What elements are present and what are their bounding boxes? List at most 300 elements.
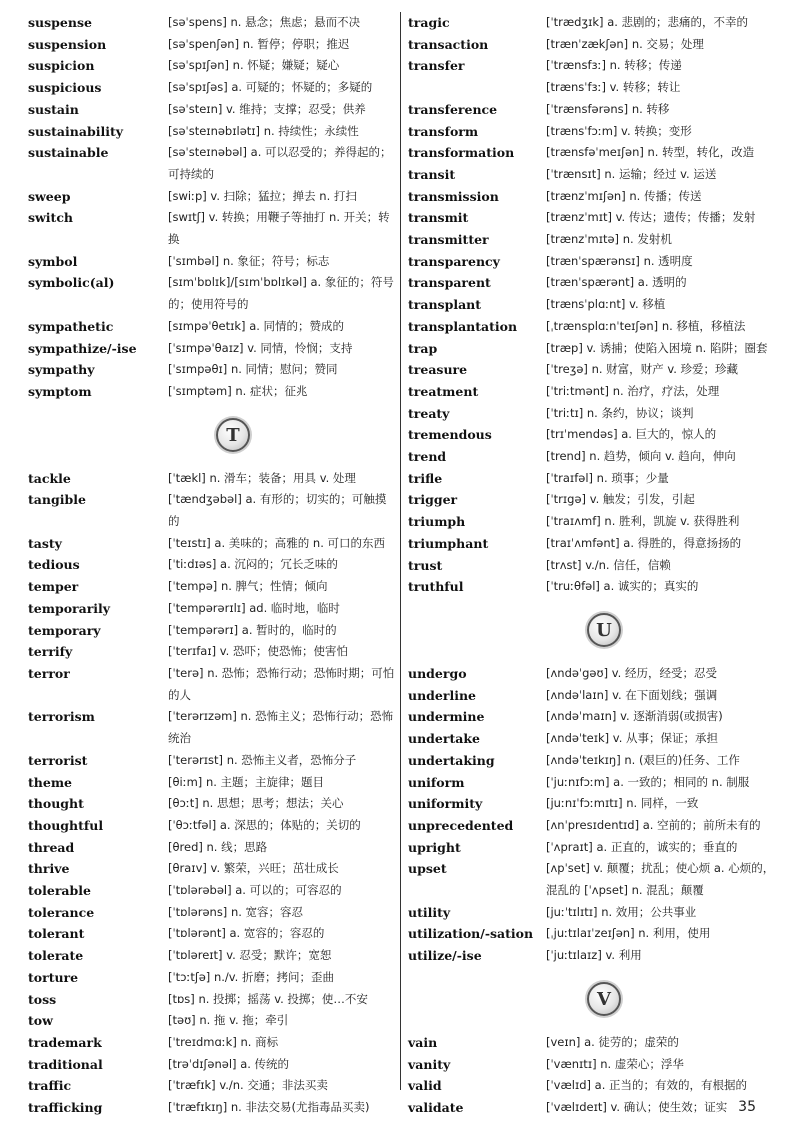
headword: transfer (408, 58, 465, 74)
pronunciation: [trænzˈmɪt] (546, 210, 612, 225)
dictionary-entry (408, 555, 778, 577)
pronunciation: [θraɪv] (168, 861, 207, 876)
headword: trademark (28, 1034, 102, 1050)
headword: transmitter (408, 232, 489, 248)
pronunciation: [ˈsɪmpəˈθaɪz] (168, 340, 244, 355)
entry-definition (546, 55, 778, 77)
pronunciation: [θred] (168, 839, 203, 854)
headword: temper (28, 579, 79, 595)
meaning: n. 主题；主旋律；题目 (205, 774, 325, 789)
pronunciation: [ˈsɪmptəm] (168, 383, 232, 398)
meaning: n. 条约，协议；谈判 (586, 405, 694, 420)
meaning: n. 转型，转化，改造 (647, 145, 755, 160)
meaning: a. 可以忍受的；养得起的；可持续的 (168, 145, 392, 181)
meaning: n. 治疗，疗法，处理 (612, 383, 720, 398)
dictionary-entry (408, 1097, 778, 1119)
headword: treaty (408, 405, 450, 421)
headword: terrorist (28, 752, 88, 768)
headword: symptom (28, 383, 92, 399)
pronunciation: [ˈtempə] (168, 579, 218, 594)
entry-definition (168, 772, 396, 794)
meaning: v./n. 交通；非法买卖 (219, 1078, 328, 1093)
pronunciation: [veɪn] (546, 1034, 581, 1049)
dictionary-entry (408, 34, 778, 56)
entry-definition (168, 750, 396, 772)
dictionary-entry (28, 359, 396, 381)
dictionary-entry (408, 489, 778, 511)
pronunciation: [səˈsteɪnəbɪlətɪ] (168, 123, 261, 138)
meaning: a. 徒劳的；虚荣的 (584, 1034, 679, 1049)
pronunciation: [ˈvænɪtɪ] (546, 1056, 597, 1071)
entry-definition (546, 663, 778, 685)
dictionary-entry (408, 815, 778, 837)
headword: transparency (408, 253, 500, 269)
dictionary-entry (28, 489, 396, 532)
meaning: a. 暂时的，临时的 (241, 622, 337, 637)
dictionary-entry (28, 533, 396, 555)
meaning: v. 忍受；默许；宽恕 (226, 948, 332, 963)
dictionary-entry (28, 772, 396, 794)
dictionary-entry (28, 381, 396, 403)
meaning: n. 同样，一致 (626, 796, 699, 811)
letter-t-badge: T (216, 418, 250, 452)
pronunciation: [ˈtɒləreɪt] (168, 948, 223, 963)
entry-definition (546, 750, 778, 772)
headword: temporary (28, 622, 101, 638)
pronunciation: [træp] (546, 340, 583, 355)
entry-definition (168, 945, 396, 967)
dictionary-entry (408, 142, 778, 164)
pronunciation: [sɪmˈbɒlɪk]/[sɪmˈbɒlɪkəl] (168, 275, 307, 290)
pronunciation: [ˈtrænsfɜː] (546, 58, 606, 73)
pronunciation: [ˈtɒlərəbəl] (168, 883, 232, 898)
column-divider (400, 12, 401, 1090)
dictionary-entry (28, 641, 396, 663)
meaning: n. 恐怖；恐怖行动；恐怖时期；可怕的人 (168, 665, 395, 702)
pronunciation: [ˈvælɪdeɪt] (546, 1099, 607, 1114)
headword: terrify (28, 644, 73, 660)
meaning: v. 在下面划线；强调 (612, 687, 718, 702)
dictionary-entry (28, 945, 396, 967)
pronunciation: [sɪmpəˈθetɪk] (168, 318, 246, 333)
entry-definition (168, 1097, 396, 1119)
dictionary-entry (28, 923, 396, 945)
pronunciation: [trænsˈplɑːnt] (546, 297, 626, 312)
dictionary-entry (28, 663, 396, 706)
meaning: n. 滑车；装备；用具 v. 处理 (209, 470, 356, 485)
dictionary-entry (408, 251, 778, 273)
pronunciation: [ˈsɪmpəθɪ] (168, 362, 228, 377)
meaning: n. (艰巨的)任务、工作 (624, 752, 740, 767)
headword: thread (28, 839, 75, 855)
entry-definition (546, 555, 778, 577)
headword: trigger (408, 492, 458, 508)
meaning: ad. 临时地，临时 (249, 600, 340, 615)
meaning: n. 宽容；容忍 (230, 904, 304, 919)
headword: triumphant (408, 535, 489, 551)
dictionary-entry (408, 164, 778, 186)
entry-definition (168, 576, 396, 598)
meaning: v. 维持；支撑；忍受；供养 (226, 101, 366, 116)
pronunciation: [trænsfəˈmeɪʃən] (546, 145, 644, 160)
meaning: n. 怀疑；嫌疑；疑心 (232, 58, 340, 73)
entry-definition (168, 316, 396, 338)
entry-definition (168, 554, 396, 576)
meaning: v. 确认；使生效；证实 (610, 1099, 728, 1114)
meaning: n./v. 折磨；拷问；歪曲 (213, 969, 334, 984)
pronunciation: [ˈtraɪʌmf] (546, 514, 601, 529)
pronunciation: [ˈtrɪgə] (546, 492, 587, 507)
headword: suspicious (28, 80, 102, 96)
entry-definition (168, 381, 396, 403)
headword: trafficking (28, 1100, 103, 1116)
headword: tremendous (408, 427, 492, 443)
pronunciation: [ˈterə] (168, 665, 204, 680)
pronunciation: [trænzˈmɪtə] (546, 232, 620, 247)
headword: transplant (408, 297, 482, 313)
entry-definition (168, 1054, 396, 1076)
entry-definition (546, 12, 778, 34)
entry-definition (168, 598, 396, 620)
entry-definition (168, 186, 396, 208)
meaning: n. 琐事；少量 (596, 470, 669, 485)
meaning: n. 悬念；焦虑；悬而不决 (230, 15, 361, 29)
entry-definition (546, 121, 778, 143)
section-u-header (408, 598, 778, 663)
dictionary-entry (408, 576, 778, 598)
meaning: n. 利用，使用 (638, 926, 711, 941)
meaning: n. 转移；传递 (609, 58, 682, 73)
entry-definition (168, 251, 396, 273)
dictionary-entry (28, 34, 396, 56)
dictionary-entry (408, 403, 778, 425)
entry-definition (546, 772, 778, 794)
headword: terrorism (28, 709, 95, 725)
entry-definition (546, 923, 778, 945)
meaning: n. 交易；处理 (631, 36, 704, 51)
pronunciation: [ˈterɪfaɪ] (168, 644, 217, 659)
pronunciation: [ˈteɪstɪ] (168, 535, 211, 550)
headword: toss (28, 991, 57, 1007)
meaning: n. 传播；传送 (629, 188, 702, 203)
entry-definition (546, 728, 778, 750)
dictionary-entry (28, 55, 396, 77)
pronunciation: [trænˈspærənt] (546, 275, 635, 290)
headword: transform (408, 123, 479, 139)
entry-definition (168, 359, 396, 381)
dictionary-entry (28, 598, 396, 620)
pronunciation: [juːnɪˈfɔːmɪtɪ] (546, 796, 623, 811)
headword: transmission (408, 188, 499, 204)
entry-definition (546, 1054, 778, 1076)
dictionary-entry (408, 424, 778, 446)
pronunciation: [ʌpˈset] (546, 861, 590, 876)
dictionary-entry (28, 468, 396, 490)
entry-definition (168, 967, 396, 989)
headword: upset (408, 861, 447, 877)
dictionary-entry (28, 902, 396, 924)
meaning: v. 扫除；猛拉；掸去 n. 打扫 (210, 188, 357, 203)
pronunciation: [trend] (546, 449, 586, 464)
dictionary-entry (28, 272, 396, 315)
entry-definition (168, 923, 396, 945)
headword: tow (28, 1013, 53, 1029)
dictionary-entry (408, 55, 778, 77)
headword: sustainable (28, 145, 109, 161)
dictionary-entry (408, 902, 778, 924)
pronunciation: [θiːm] (168, 774, 203, 789)
pronunciation: [ˈtɒlərənt] (168, 926, 226, 941)
headword: tasty (28, 535, 62, 551)
meaning: v. 利用 (605, 948, 642, 963)
dictionary-entry (408, 685, 778, 707)
headword: transference (408, 101, 498, 117)
meaning: v. 恐吓；使恐怖；使害怕 (219, 644, 348, 659)
headword: tackle (28, 470, 71, 486)
headword: vain (408, 1034, 438, 1050)
entry-definition (168, 706, 396, 749)
pronunciation: [ˌjuːtɪlaɪˈzeɪʃən] (546, 926, 635, 941)
dictionary-entry (408, 772, 778, 794)
meaning: n. 非法交易(尤指毒品买卖) (230, 1100, 370, 1115)
entry-definition (168, 1075, 396, 1097)
meaning: n. 象征；符号；标志 (222, 253, 330, 268)
headword: upright (408, 839, 461, 855)
dictionary-entry (408, 359, 778, 381)
pronunciation: [ʌndəˈteɪk] (546, 731, 610, 746)
dictionary-entry (28, 1032, 396, 1054)
headword: uniform (408, 774, 465, 790)
meaning: n. 运输；经过 v. 运送 (604, 166, 717, 181)
headword: triumph (408, 514, 466, 530)
entry-definition (168, 1032, 396, 1054)
headword: truthful (408, 579, 464, 595)
entry-definition (546, 424, 778, 446)
dictionary-entry (408, 316, 778, 338)
pronunciation: [trɪˈmendəs] (546, 427, 618, 442)
entry-definition (168, 12, 396, 34)
pronunciation: [traɪˈʌmfənt] (546, 535, 620, 550)
entry-definition (168, 1010, 396, 1032)
meaning: n. 投掷；摇荡 v. 投掷；使…不安 (198, 991, 368, 1006)
dictionary-entry (28, 121, 396, 143)
pronunciation: [ˈtempərərɪlɪ] (168, 600, 246, 615)
dictionary-entry (408, 272, 778, 294)
headword: sympathetic (28, 318, 114, 334)
meaning: v. 经历，经受；忍受 (611, 665, 717, 680)
pronunciation: [ˈtriːtɪ] (546, 405, 584, 420)
meaning: v. 逐渐消弱(或损害) (620, 709, 723, 724)
entry-definition (546, 316, 778, 338)
pronunciation: [swiːp] (168, 188, 207, 203)
entry-definition (546, 381, 778, 403)
entry-definition (546, 294, 778, 316)
meaning: a. 同情的；赞成的 (249, 318, 345, 333)
entry-definition (546, 272, 778, 294)
entry-definition (168, 489, 396, 532)
dictionary-entry (408, 511, 778, 533)
meaning: a. 象征的；符号的；使用符号的 (168, 275, 394, 312)
headword: transaction (408, 36, 489, 52)
pronunciation: [ʌndəˈteɪkɪŋ] (546, 752, 621, 767)
meaning: n. 线；思路 (206, 839, 268, 854)
dictionary-entry (408, 706, 778, 728)
meaning: v. 触发；引发，引起 (589, 492, 695, 507)
pronunciation: [ˌtrænsplɑːnˈteɪʃən] (546, 318, 659, 333)
entry-definition (546, 142, 778, 164)
headword: trap (408, 340, 438, 356)
meaning: v. 转换；变形 (621, 123, 692, 138)
meaning: a. 巨大的，惊人的 (621, 427, 717, 442)
entry-definition (168, 207, 396, 250)
meaning: v. 移植 (629, 297, 666, 312)
entry-definition (546, 945, 778, 967)
dictionary-entry (408, 1054, 778, 1076)
pronunciation: [ˈterərɪzəm] (168, 709, 237, 724)
dictionary-entry (408, 1075, 778, 1097)
dictionary-entry (28, 251, 396, 273)
dictionary-entry (28, 620, 396, 642)
headword: validate (408, 1099, 464, 1115)
entry-definition (546, 186, 778, 208)
pronunciation: [trænzˈmɪʃən] (546, 188, 626, 203)
meaning: v. 转换；用鞭子等抽打 n. 开关；转换 (168, 210, 390, 247)
pronunciation: [ˈtændʒəbəl] (168, 492, 242, 507)
meaning: a. 有形的；切实的；可触摸的 (168, 492, 387, 529)
entry-definition (546, 229, 778, 251)
pronunciation: [swɪtʃ] (168, 210, 206, 225)
entry-definition (546, 1032, 778, 1054)
entries-v-list (408, 1032, 778, 1119)
dictionary-entry (408, 945, 778, 967)
headword: treatment (408, 383, 479, 399)
pronunciation: [səˈsteɪn] (168, 101, 223, 116)
dictionary-entry (408, 381, 778, 403)
dictionary-entry (28, 338, 396, 360)
headword: traditional (28, 1056, 103, 1072)
dictionary-entry (28, 142, 396, 185)
headword: valid (408, 1078, 442, 1094)
pronunciation: [səˈspɪʃəs] (168, 80, 228, 95)
entry-definition (168, 663, 396, 706)
headword: transparent (408, 275, 491, 291)
meaning: a. 宽容的；容忍的 (229, 926, 325, 941)
entries-u-list (408, 663, 778, 967)
dictionary-entry (408, 858, 778, 901)
meaning: a. 深思的；体贴的；关切的 (219, 817, 361, 832)
entry-definition (546, 815, 778, 837)
pronunciation: [ˈtrænsɪt] (546, 166, 601, 181)
entry-definition (168, 837, 396, 859)
section-t-header (28, 403, 396, 468)
dictionary-entry (408, 12, 778, 34)
pronunciation: [səˈsteɪnəbəl] (168, 145, 247, 160)
dictionary-entry (28, 858, 396, 880)
entry-definition (546, 1075, 778, 1097)
entry-definition (546, 837, 778, 859)
pronunciation: [səˈspɪʃən] (168, 58, 229, 73)
entry-definition (546, 468, 778, 490)
dictionary-entry (28, 77, 396, 99)
pronunciation: [ʌndəˈgəʊ] (546, 665, 609, 680)
dictionary-entry (28, 837, 396, 859)
pronunciation: [ˈtruːθfəl] (546, 579, 600, 594)
meaning: n. 恐怖主义；恐怖行动；恐怖统治 (168, 709, 394, 746)
entry-definition (546, 858, 778, 901)
letter-u-badge: U (587, 613, 621, 647)
entry-definition (168, 858, 396, 880)
meaning: a. 美味的；高雅的 n. 可口的东西 (214, 535, 386, 550)
right-column (408, 12, 778, 1119)
entry-definition (168, 902, 396, 924)
dictionary-entry (408, 294, 778, 316)
pronunciation: [ˈtempərərɪ] (168, 622, 239, 637)
dictionary-entry (408, 207, 778, 229)
pronunciation: [ˈtɔːtʃə] (168, 969, 211, 984)
headword: terror (28, 665, 70, 681)
pronunciation: [ˈsɪmbəl] (168, 253, 220, 268)
entry-definition (168, 815, 396, 837)
meaning: n. 转移 (631, 101, 670, 116)
headword: undermine (408, 709, 485, 725)
headword: torture (28, 969, 79, 985)
headword: uniformity (408, 796, 483, 812)
dictionary-entry (408, 468, 778, 490)
dictionary-entry (408, 229, 778, 251)
pronunciation: [ˈtrædʒɪk] (546, 15, 604, 29)
dictionary-entry (28, 1097, 396, 1119)
meaning: a. 沉闷的；冗长乏味的 (220, 557, 338, 572)
entry-definition (546, 164, 778, 186)
pronunciation: [təʊ] (168, 1013, 196, 1028)
meaning: v. 颠覆；扰乱；使心烦 a. 心烦的，混乱的 [ˈʌpset] n. 混乱；颠覆 (546, 861, 775, 898)
dictionary-entry (28, 576, 396, 598)
meaning: n. 虚荣心；浮华 (600, 1056, 684, 1071)
pronunciation: [θɔːt] (168, 796, 199, 811)
dictionary-entry (28, 815, 396, 837)
entry-definition (546, 706, 778, 728)
pronunciation: [ˈtiːdɪəs] (168, 557, 217, 572)
headword: suspense (28, 15, 92, 30)
pronunciation: [trænˈspærənsɪ] (546, 253, 640, 268)
dictionary-entry (28, 1075, 396, 1097)
meaning: n. 脾气；性情；倾向 (220, 579, 328, 594)
entry-definition (168, 641, 396, 663)
headword: theme (28, 774, 72, 790)
entry-definition (546, 489, 778, 511)
headword: utility (408, 904, 451, 920)
entry-definition (168, 55, 396, 77)
dictionary-entry (408, 338, 778, 360)
headword: transmit (408, 210, 469, 226)
dictionary-entry (408, 186, 778, 208)
section-v-header (408, 967, 778, 1032)
entry-definition (546, 902, 778, 924)
entries-s-list (28, 12, 396, 403)
entry-definition (168, 142, 396, 185)
entry-definition (168, 121, 396, 143)
meaning: n. 暂停；停职；推迟 (242, 36, 350, 51)
headword: sustainability (28, 123, 123, 139)
entry-definition (168, 793, 396, 815)
entry-definition (546, 34, 778, 56)
dictionary-entry (408, 533, 778, 555)
meaning: a. 正当的；有效的，有根据的 (594, 1078, 748, 1093)
pronunciation: [trəˈdɪʃənəl] (168, 1056, 237, 1071)
dictionary-entry (28, 880, 396, 902)
pronunciation: [ˈtrænsfərəns] (546, 101, 629, 116)
meaning: n. 思想；思考；想法；关心 (202, 796, 344, 811)
